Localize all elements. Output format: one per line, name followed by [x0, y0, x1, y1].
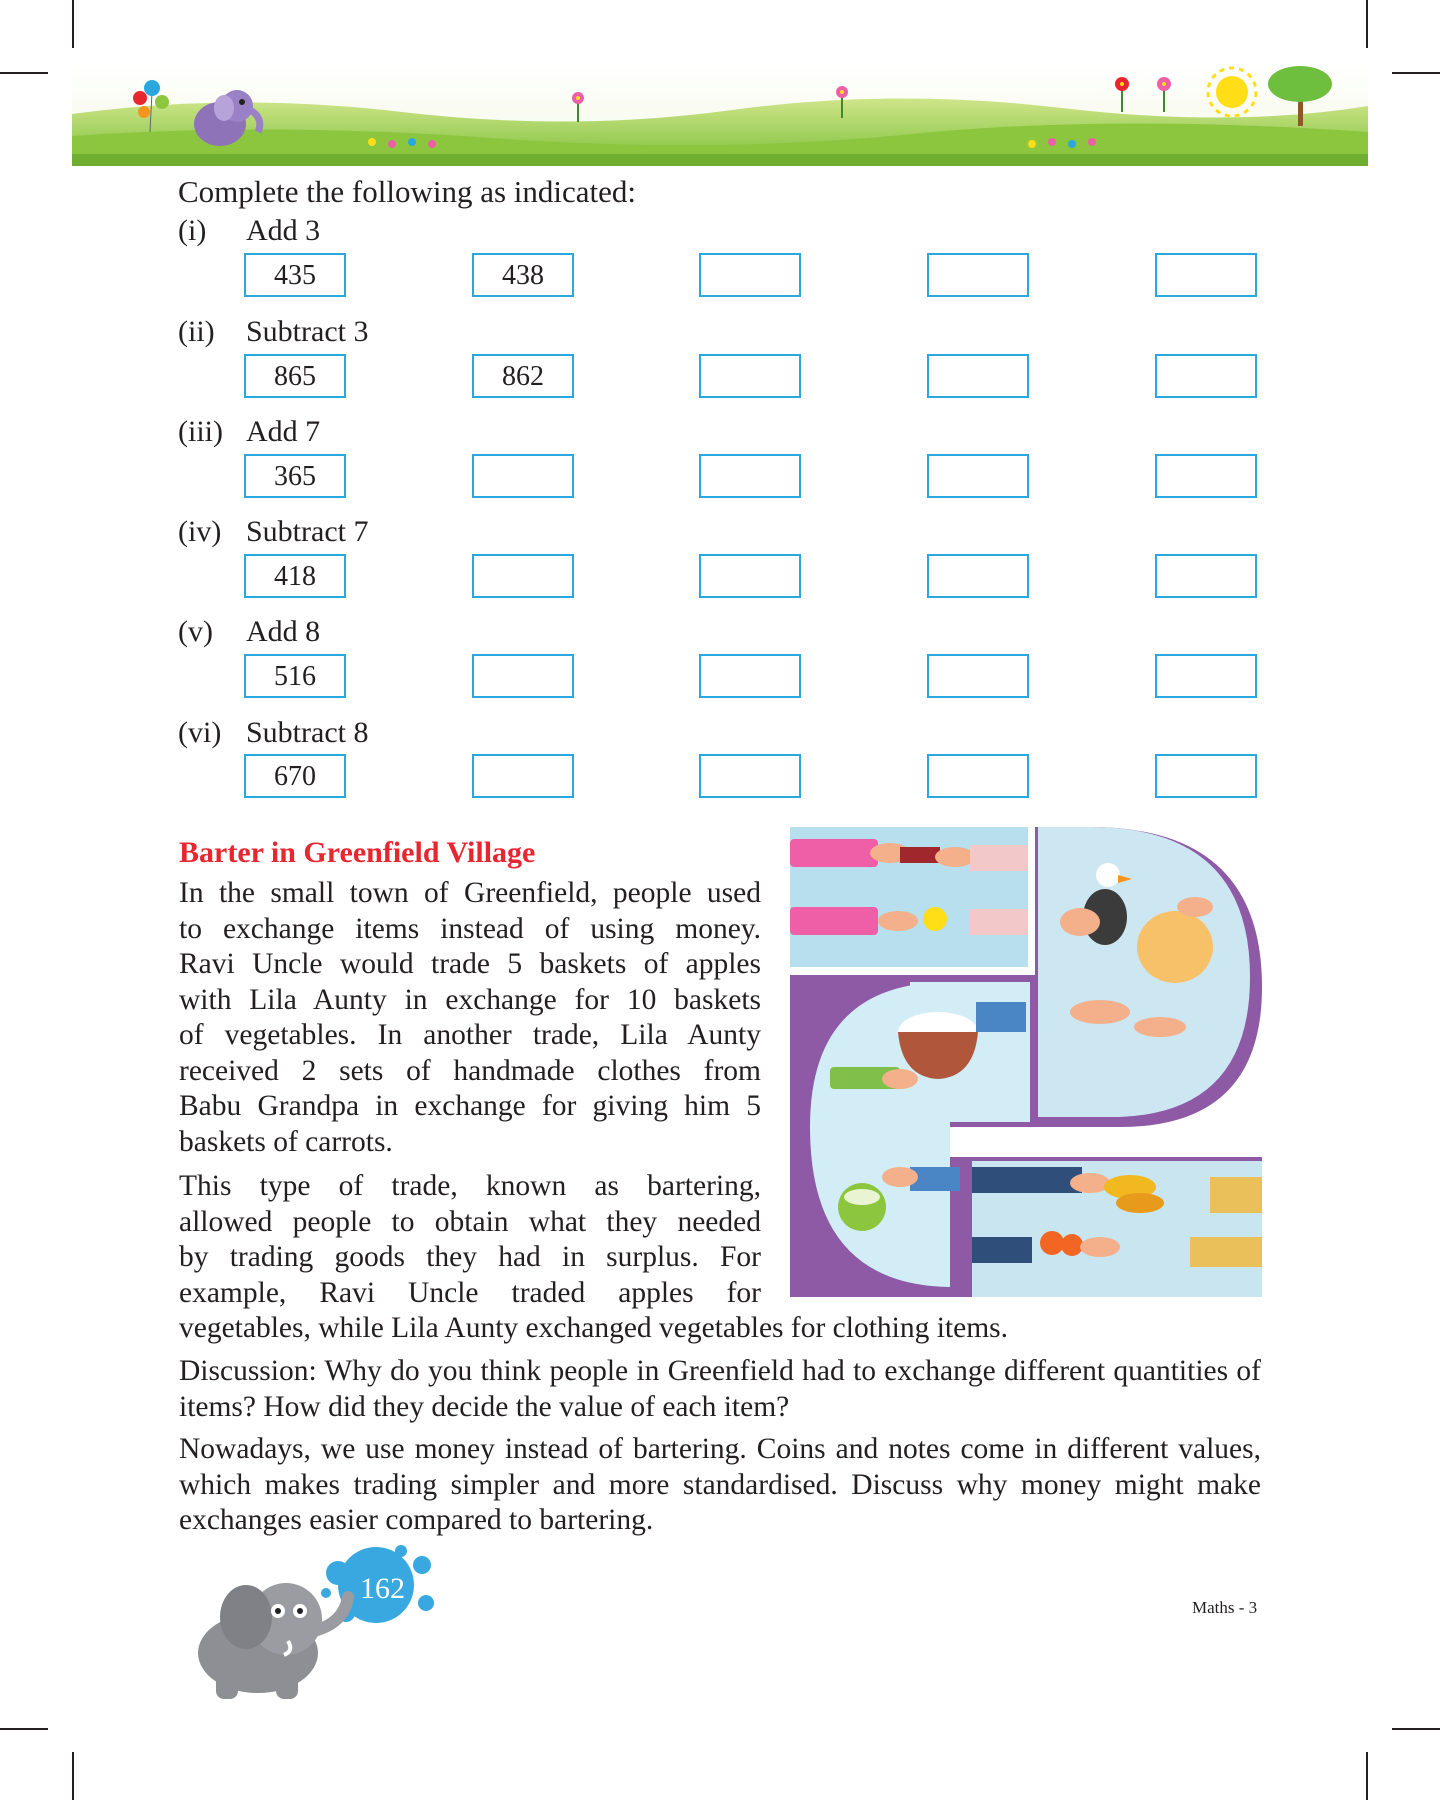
answer-box-filled: 418 — [244, 554, 346, 598]
crop-mark — [0, 72, 48, 74]
answer-box-filled: 516 — [244, 654, 346, 698]
text-line: to exchange items instead of using money. — [179, 912, 761, 945]
answer-box-filled: 365 — [244, 454, 346, 498]
answer-box-empty[interactable] — [1155, 654, 1257, 698]
answer-box-filled: 865 — [244, 354, 346, 398]
text-line: example, Ravi Uncle traded apples for — [179, 1276, 761, 1309]
text-line: of vegetables. In another trade, Lila Aunty — [179, 1019, 761, 1051]
text-line: Ravi Uncle would trade 5 baskets of apples — [179, 948, 761, 980]
answer-box-empty[interactable] — [1155, 554, 1257, 598]
answer-box-empty[interactable] — [927, 454, 1029, 498]
crop-mark — [72, 0, 74, 48]
answer-box-empty[interactable] — [472, 754, 574, 798]
answer-box-empty[interactable] — [699, 253, 801, 297]
paragraph-nowadays: Nowadays, we use money instead of bartering. Coins and notes come in different values, which makes trading simpler and more standardised. Discuss why money might make exchanges easier compared to bartering. — [179, 1433, 1261, 1536]
question-number: (vi) — [178, 716, 222, 749]
answer-box-filled: 435 — [244, 253, 346, 297]
crop-mark — [1392, 72, 1440, 74]
crop-mark — [1366, 0, 1368, 48]
answer-box-empty[interactable] — [1155, 454, 1257, 498]
text-line: This type of trade, known as bartering, — [179, 1170, 761, 1202]
header-banner — [72, 62, 1368, 166]
answer-box-empty[interactable] — [699, 754, 801, 798]
text-line: with Lila Aunty in exchange for 10 baskets — [179, 983, 761, 1016]
question-operation: Add 3 — [246, 214, 321, 247]
answer-box-empty[interactable] — [699, 654, 801, 698]
paragraph-discussion: Discussion: Why do you think people in Greenfield had to exchange different quantities of items? How did they decide the value of each item? — [179, 1355, 1261, 1423]
answer-box-empty[interactable] — [472, 654, 574, 698]
answer-box-empty[interactable] — [927, 654, 1029, 698]
answer-box-empty[interactable] — [699, 554, 801, 598]
paragraph-bartering — [179, 1169, 761, 1311]
text-line: allowed people to obtain what they needed — [179, 1205, 761, 1238]
paragraph-barter-intro — [179, 876, 761, 1160]
question-number: (v) — [178, 615, 213, 648]
crop-mark — [1366, 1752, 1368, 1800]
answer-box-empty[interactable] — [472, 554, 574, 598]
answer-box-empty[interactable] — [927, 354, 1029, 398]
question-number: (ii) — [178, 315, 215, 348]
answer-box-empty[interactable] — [699, 454, 801, 498]
answer-box-empty[interactable] — [472, 454, 574, 498]
section-title: Barter in Greenfield Village — [179, 836, 536, 869]
text-line: Babu Grandpa in exchange for giving him 5 — [179, 1090, 761, 1122]
book-title: Maths - 3 — [1192, 1598, 1258, 1617]
instruction-text: Complete the following as indicated: — [178, 174, 637, 209]
answer-box-empty[interactable] — [927, 754, 1029, 798]
elephant-mascot — [176, 1543, 446, 1708]
crop-mark — [1392, 1728, 1440, 1730]
question-operation: Subtract 7 — [246, 515, 369, 548]
question-operation: Add 7 — [246, 415, 321, 448]
barter-illustration — [790, 827, 1262, 1297]
answer-box-empty[interactable] — [927, 253, 1029, 297]
question-operation: Subtract 3 — [246, 315, 369, 348]
answer-box-filled: 670 — [244, 754, 346, 798]
text-line: In the small town of Greenfield, people used — [179, 877, 761, 909]
question-number: (i) — [178, 214, 207, 247]
answer-box-filled: 438 — [472, 253, 574, 297]
question-operation: Add 8 — [246, 615, 321, 648]
answer-box-empty[interactable] — [1155, 354, 1257, 398]
answer-box-filled: 862 — [472, 354, 574, 398]
crop-mark — [0, 1728, 48, 1730]
question-number: (iv) — [178, 515, 222, 548]
question-number: (iii) — [178, 415, 223, 448]
answer-box-empty[interactable] — [1155, 253, 1257, 297]
page-number: 162 — [360, 1572, 405, 1605]
text-line: baskets of carrots. — [179, 1125, 393, 1158]
crop-mark — [72, 1752, 74, 1800]
paragraph-bartering-end: vegetables, while Lila Aunty exchanged vegetables for clothing items. — [179, 1312, 1009, 1344]
text-line: by trading goods they had in surplus. For — [179, 1241, 761, 1273]
text-line: received 2 sets of handmade clothes from — [179, 1054, 761, 1087]
answer-box-empty[interactable] — [927, 554, 1029, 598]
answer-box-empty[interactable] — [1155, 754, 1257, 798]
answer-box-empty[interactable] — [699, 354, 801, 398]
question-operation: Subtract 8 — [246, 716, 369, 749]
